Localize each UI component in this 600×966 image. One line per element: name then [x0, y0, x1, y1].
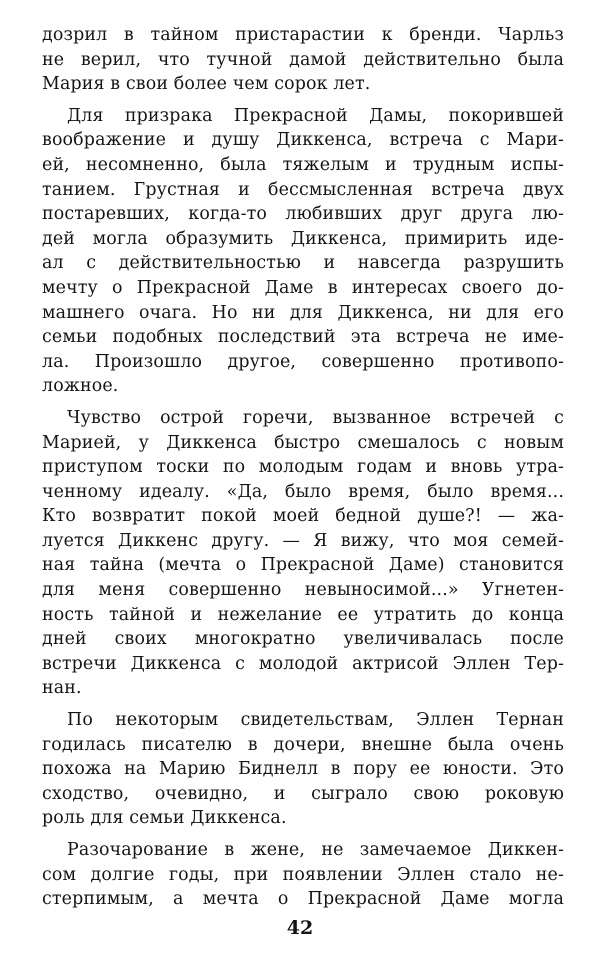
text-line: мечту о Прекрасной Даме в интересах своего до-: [42, 277, 564, 298]
text-line: дней своих многократно увеличивалась после: [42, 629, 564, 650]
text-line: Марией, у Диккенса быстро смешалось с новым: [42, 432, 564, 453]
page-number: 42: [286, 917, 314, 939]
text-line: похожа на Марию Биднелл в пору ее юности. Это: [42, 759, 564, 780]
text-line: ал с действительностью и навсегда разрушить: [42, 253, 564, 274]
text-line: семьи подобных последствий эта встреча не име-: [42, 327, 564, 348]
text-line: сходство, очевидно, и сыграло свою роковую: [42, 783, 564, 804]
paragraph: [42, 104, 564, 399]
paragraph: [42, 406, 564, 701]
text-line: машнего очага. Но ни для Диккенса, ни для его: [42, 302, 564, 323]
text-line: ла. Произошло другое, совершенно противопо-: [42, 351, 564, 372]
text-line: Мария в свои более чем сорок лет.: [42, 74, 371, 95]
text-line: ложное.: [42, 376, 119, 397]
text-line: постаревших, когда-то любивших друг друга лю-: [42, 204, 564, 225]
text-line: годилась писателю в дочери, внешне была очень: [42, 734, 564, 755]
text-line: Разочарование в жене, не замечаемое Диккен-: [67, 840, 564, 860]
text-line: Чувство острой горечи, вызванное встречей с: [67, 407, 564, 428]
text-line: ей, несомненно, была тяжелым и трудным испы-: [42, 154, 564, 175]
text-line: ность тайной и нежелание ее утратить до конца: [42, 604, 564, 625]
book-page-text: [42, 23, 564, 912]
text-line: нан.: [42, 678, 82, 699]
paragraph: [42, 838, 564, 912]
text-line: дозрил в тайном пристарастии к бренди. Чарльз: [42, 25, 564, 45]
text-line: не верил, что тучной дамой действительно была: [42, 49, 564, 70]
text-line: танием. Грустная и бессмысленная встреча двух: [42, 179, 564, 200]
text-line: роль для семьи Диккенса.: [42, 808, 287, 829]
text-line: сом долгие годы, при появлении Эллен стало не-: [42, 864, 564, 885]
text-line: ченному идеалу. «Да, было время, было время...: [42, 481, 564, 502]
text-line: дей могла образумить Диккенса, примирить иде-: [42, 228, 564, 249]
text-line: Для призрака Прекрасной Дамы, покорившей: [67, 105, 564, 126]
text-line: для меня совершенно невыносимой...» Угнетен-: [42, 580, 564, 601]
text-line: По некоторым свидетельствам, Эллен Тернан: [67, 710, 564, 731]
paragraph: [42, 23, 564, 97]
text-line: встречи Диккенса с молодой актрисой Эллен Тер-: [42, 653, 564, 674]
text-line: стерпимым, а мечта о Прекрасной Даме могла: [42, 889, 564, 910]
text-line: воображение и душу Диккенса, встреча с Мари-: [42, 130, 564, 151]
text-line: приступом тоски по молодым годам и вновь утра-: [42, 457, 564, 478]
text-line: луется Диккенс другу. — Я вижу, что моя семей-: [42, 530, 564, 551]
text-line: Кто возвратит покой моей бедной душе?! — жа-: [42, 506, 564, 527]
paragraph: [42, 708, 564, 831]
text-line: ная тайна (мечта о Прекрасной Даме) становится: [42, 555, 564, 576]
